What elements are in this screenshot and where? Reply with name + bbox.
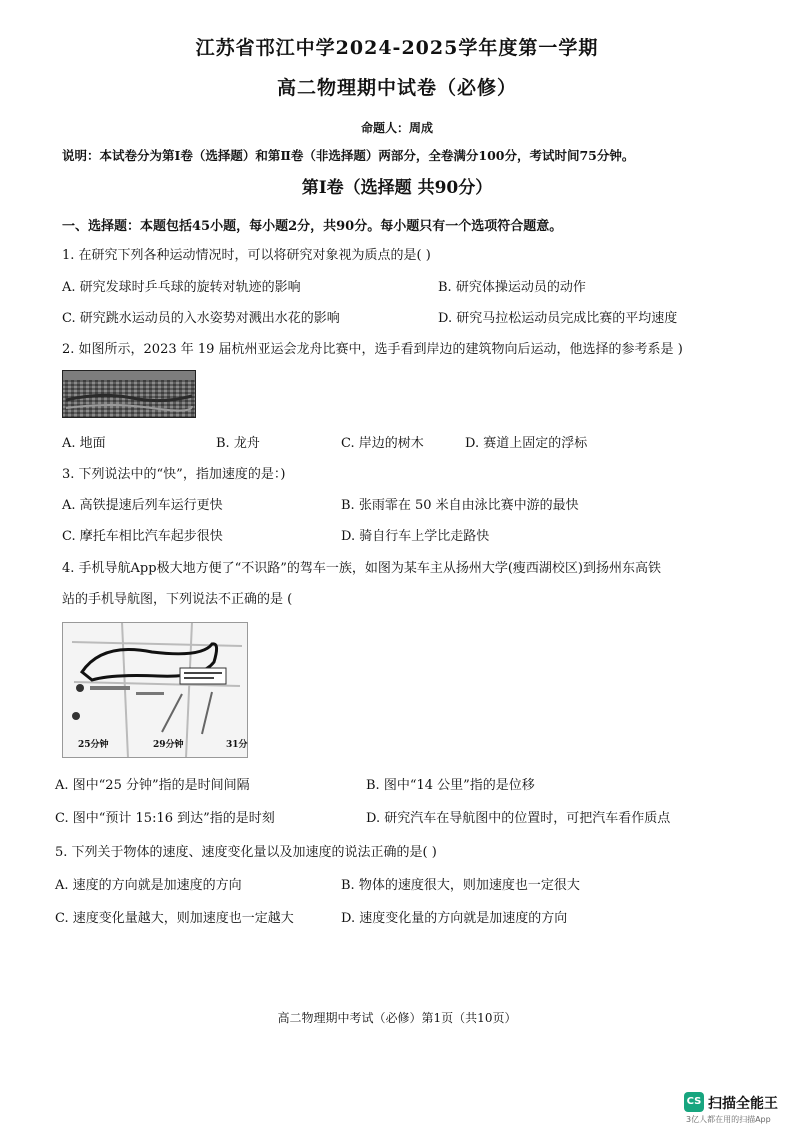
watermark-tagline: 3亿人都在用的扫描App xyxy=(686,1115,771,1124)
question-4-option-c: C. 图中“预计 15:16 到达”指的是时刻 xyxy=(55,811,275,826)
map-route-1-time: 25分钟 xyxy=(78,740,109,750)
question-4-option-b: B. 图中“14 公里”指的是位移 xyxy=(366,778,535,793)
question-4-option-d: D. 研究汽车在导航图中的位置时，可把汽车看作质点 xyxy=(366,811,671,826)
part-intro: 一、选择题：本题包括45小题，每小题2分，共90分。每小题只有一个选项符合题意。 xyxy=(62,219,563,234)
question-5-option-b: B. 物体的速度很大，则加速度也一定很大 xyxy=(341,878,580,893)
question-2-stem: 2. 如图所示，2023 年 19 届杭州亚运会龙舟比赛中，选手看到岸边的建筑物向后运动，他选择的参考系是 ) xyxy=(62,342,683,357)
question-2-option-c: C. 岸边的树木 xyxy=(341,436,424,451)
question-3-stem: 3. 下列说法中的“快”，指加速度的是：) xyxy=(62,467,286,482)
question-4-stem-line2: 站的手机导航图，下列说法不正确的是 ( xyxy=(62,592,293,607)
question-setter: 命题人：周成 xyxy=(360,121,433,135)
map-route-2-time: 29分钟 xyxy=(153,740,184,750)
question-1-stem: 1. 在研究下列各种运动情况时，可以将研究对象视为质点的是( ) xyxy=(62,248,431,263)
exam-title-line2: 高二物理期中试卷（必修） xyxy=(276,77,517,99)
question-3-option-d: D. 骑自行车上学比走路快 xyxy=(341,529,490,544)
question-5-option-a: A. 速度的方向就是加速度的方向 xyxy=(55,878,242,893)
camscanner-logo-icon: CS xyxy=(684,1092,704,1112)
dragon-boat-photo xyxy=(62,370,196,418)
question-5-option-c: C. 速度变化量越大，则加速度也一定越大 xyxy=(55,911,294,926)
page-footer: 高二物理期中考试（必修）第1页（共10页） xyxy=(277,1011,517,1025)
question-3-option-b: B. 张雨霏在 50 米自由泳比赛中游的最快 xyxy=(341,498,579,513)
section-title: 第Ⅰ卷（选择题 共90分） xyxy=(301,178,493,198)
question-1-option-c: C. 研究跳水运动员的入水姿势对溅出水花的影响 xyxy=(62,311,340,326)
navigation-map-image xyxy=(62,622,248,758)
question-3-option-c: C. 摩托车相比汽车起步很快 xyxy=(62,529,223,544)
watermark-app-name: 扫描全能王 xyxy=(708,1096,778,1112)
question-4-option-a: A. 图中“25 分钟”指的是时间间隔 xyxy=(55,778,250,793)
question-1-option-b: B. 研究体操运动员的动作 xyxy=(438,280,586,295)
question-4-stem-line1: 4. 手机导航App极大地方便了“不识路”的驾车一族，如图为某车主从扬州大学(瘦西湖校区)到扬州东高铁 xyxy=(62,561,662,576)
question-2-option-a: A. 地面 xyxy=(62,436,106,451)
question-1-option-d: D. 研究马拉松运动员完成比赛的平均速度 xyxy=(438,311,678,326)
question-5-option-d: D. 速度变化量的方向就是加速度的方向 xyxy=(341,911,568,926)
question-3-option-a: A. 高铁提速后列车运行更快 xyxy=(62,498,223,513)
map-route-3-time: 31分 xyxy=(226,740,248,750)
exam-note: 说明：本试卷分为第Ⅰ卷（选择题）和第Ⅱ卷（非选择题）两部分，全卷满分100分，考试时间75分钟。 xyxy=(62,148,635,163)
question-1-option-a: A. 研究发球时乒乓球的旋转对轨迹的影响 xyxy=(62,280,301,295)
question-5-stem: 5. 下列关于物体的速度、速度变化量以及加速度的说法正确的是( ) xyxy=(55,845,437,860)
question-2-option-b: B. 龙舟 xyxy=(216,436,260,451)
question-2-option-d: D. 赛道上固定的浮标 xyxy=(465,436,588,451)
exam-title-line1: 江苏省邗江中学2024-2025学年度第一学期 xyxy=(195,37,599,59)
